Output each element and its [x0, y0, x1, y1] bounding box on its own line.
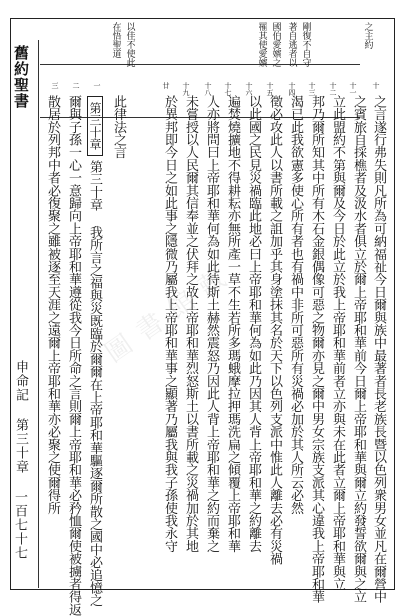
verse-number: 十: [372, 82, 380, 89]
text-column: 人亦將問曰上帝耶和華何為如此待斯土赫然震怒乃因此人背上帝耶和華之約而棄之: [204, 95, 219, 553]
library-watermark: 圖書館藏: [99, 257, 242, 369]
verse-number: 十一: [349, 82, 357, 96]
verse-number: 十五: [266, 82, 274, 96]
gloss-note: 剛復不自守: [300, 22, 311, 67]
text-column: 爾與子孫一心一意歸向上帝耶和華遵從我今日所命之言則爾上帝耶和華必矜恤爾使被擄者得返: [66, 95, 81, 616]
chapter-heading-box: 第三十章: [87, 96, 103, 156]
text-column: 散居於列邦中者必復聚之雖被逐至天涯之遠爾上帝耶和華亦必聚之使爾得所: [45, 95, 60, 515]
text-column: 此律法之言: [111, 95, 126, 159]
gloss-note: 著自逃者以: [286, 22, 297, 67]
text-column: 渴已此我欲憲多使心所有者也有禍中非所可惡所有災禍必加於其人所云必然: [288, 95, 303, 515]
verse-number: 十三: [308, 82, 316, 96]
verse-number: 一: [93, 82, 101, 89]
text-column: 邦乃爾所知其中所有木石金銀偶像可惡之物爾亦見之爾中男女宗族支派其心違我上帝耶和華: [309, 95, 324, 604]
text-column: 於異邦即今日之如此事之隱微乃屬我上帝耶和華事之顯著乃屬我與我子孫使我永守: [162, 95, 177, 553]
verse-number: 十二: [329, 82, 337, 96]
text-column: 徵必攻此人以書所載之詛加乎其身塗抹其名於天下以色列支派中惟此人離去必有災禍: [267, 95, 282, 565]
header-rule: [40, 64, 360, 65]
gloss-note: 國伯愛嬪之: [270, 22, 281, 67]
gloss-note: 以佳不使此: [124, 22, 135, 67]
book-title: 舊約聖書: [12, 45, 30, 109]
chapter-label: 申命記 第三十章: [13, 360, 28, 474]
verse-number: 十七: [224, 82, 232, 96]
section-title: 之主約: [362, 22, 373, 49]
gloss-note: 在悟聖道: [110, 22, 121, 58]
text-column: 第三十章 我所言之福與災既臨於爾爾在上帝耶和華驅逐爾所散之國中必追憶之: [87, 160, 102, 607]
verse-number: 十八: [204, 82, 212, 96]
text-column: 立此盟約不第與爾及今日於此立於我上帝耶和華前者立亦與未在此者立爾上帝耶和華與立: [330, 95, 345, 591]
verse-number: 二: [72, 82, 80, 89]
text-column: 以此國之民見災禍臨此地必曰上帝耶和華何為如此乃因其人背上帝耶和華之約離去: [246, 95, 261, 553]
verse-number: 十九: [182, 82, 190, 96]
verse-number: 十四: [288, 82, 296, 96]
page-number: 一百七十七: [12, 490, 27, 560]
text-column: 之言遂行弗失則凡所為可納福祉今日爾與族中最著者長老族長暨以色列衆男女並凡在爾營中: [371, 95, 386, 604]
gloss-note: 罹其使愛嬪: [256, 22, 267, 67]
verse-number: 廿: [162, 82, 170, 89]
verse-number: 三: [51, 82, 59, 89]
verse-number: 十六: [245, 82, 253, 96]
text-column: 遍焚燒擴地不得耕耘亦無所產一草不生若所多瑪蛾摩拉押瑪洗扁之傾覆上帝耶和華: [225, 95, 240, 553]
text-column: 之賓旅自採樵者及汲水者俱立於爾上帝耶和華前今日爾上帝耶和華與爾立約發誓欲爾與之立: [351, 95, 366, 604]
text-column: 未嘗授以人民爾其信奉並之伏拜之故上帝耶和華烈怒斯土以書所載之災禍加於其地: [183, 95, 198, 553]
